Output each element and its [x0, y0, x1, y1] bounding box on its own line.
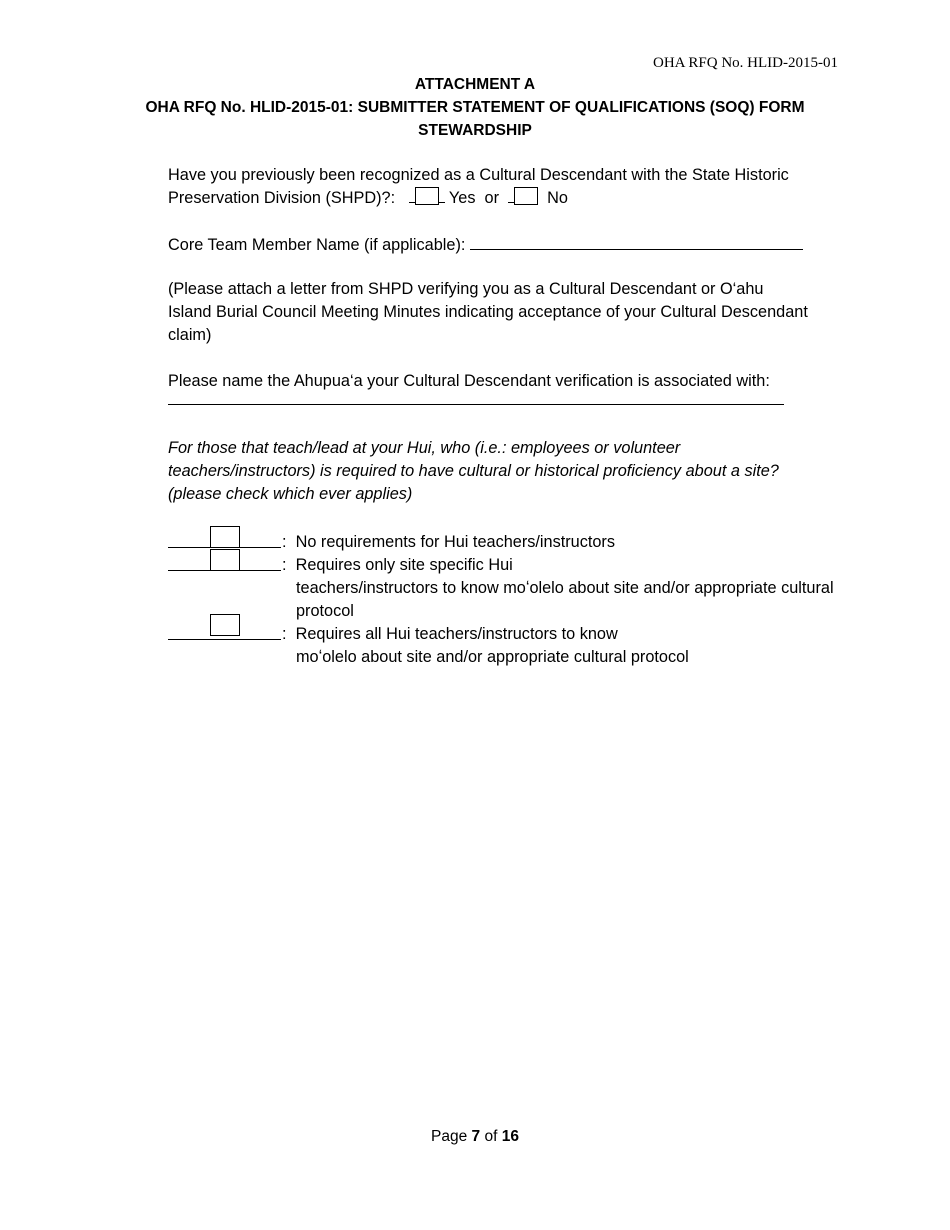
recognized-question-line1: Have you previously been recognized as a Cultural Descendant with the State Historic [168, 166, 789, 184]
option-3-blank [168, 639, 281, 640]
page-label: Page [431, 1128, 468, 1145]
core-team-label: Core Team Member Name (if applicable): [168, 236, 466, 254]
option-3-label-cont: moʻolelo about site and/or appropriate cultural protocol [296, 648, 689, 666]
ahupuaa-field[interactable] [168, 404, 784, 405]
attach-letter-note: (Please attach a letter from SHPD verifying you as a Cultural Descendant or O‘ahu Island Burial Council Meeting Minutes indicating acceptance of your Cultural Descendant claim) [168, 280, 808, 344]
core-team-name-field[interactable] [470, 232, 803, 250]
option-2-label-cont: teachers/instructors to know moʻolelo about site and/or appropriate cultural protocol [296, 579, 834, 620]
core-team-row [168, 232, 828, 257]
option-1: : No requirements for Hui teachers/instructors [282, 533, 615, 551]
document-id: OHA RFQ No. HLID-2015-01 [653, 55, 838, 71]
option-1-label: No requirements for Hui teachers/instructors [295, 533, 615, 551]
page-current: 7 [471, 1128, 481, 1145]
page-footer [0, 1128, 950, 1146]
option-3-label: Requires all Hui teachers/instructors to know [295, 625, 618, 643]
or-label: or [484, 189, 500, 207]
form-title: OHA RFQ No. HLID-2015-01: SUBMITTER STATEMENT OF QUALIFICATIONS (SOQ) FORM [145, 99, 805, 116]
page-total: 16 [501, 1128, 519, 1145]
option-3-checkbox[interactable] [210, 614, 240, 636]
of-label: of [484, 1128, 498, 1145]
proficiency-question: For those that teach/lead at your Hui, who (i.e.: employees or volunteer teachers/instructors) is required to have cultural or historical proficiency about a site? (please check which ever applies) [168, 439, 779, 503]
no-checkbox[interactable] [514, 187, 538, 205]
section-heading: STEWARDSHIP [418, 122, 532, 139]
attachment-heading: ATTACHMENT A [414, 76, 536, 93]
option-2: : Requires only site specific Hui teachers/instructors to know moʻolelo about site and/or appropriate cultural protocol [282, 554, 842, 623]
option-2-checkbox[interactable] [210, 549, 240, 571]
option-1-checkbox[interactable] [210, 526, 240, 548]
option-3: : Requires all Hui teachers/instructors to know moʻolelo about site and/or appropriate cultural protocol [282, 623, 842, 669]
yes-label: Yes [448, 189, 476, 207]
recognized-question-line2: Preservation Division (SHPD)?: [168, 189, 396, 207]
recognized-question [168, 164, 828, 210]
ahupuaa-question: Please name the Ahupua‘a your Cultural Descendant verification is associated with: [168, 372, 770, 390]
option-2-label: Requires only site specific Hui [295, 556, 513, 574]
no-label: No [547, 189, 568, 207]
yes-checkbox[interactable] [415, 187, 439, 205]
